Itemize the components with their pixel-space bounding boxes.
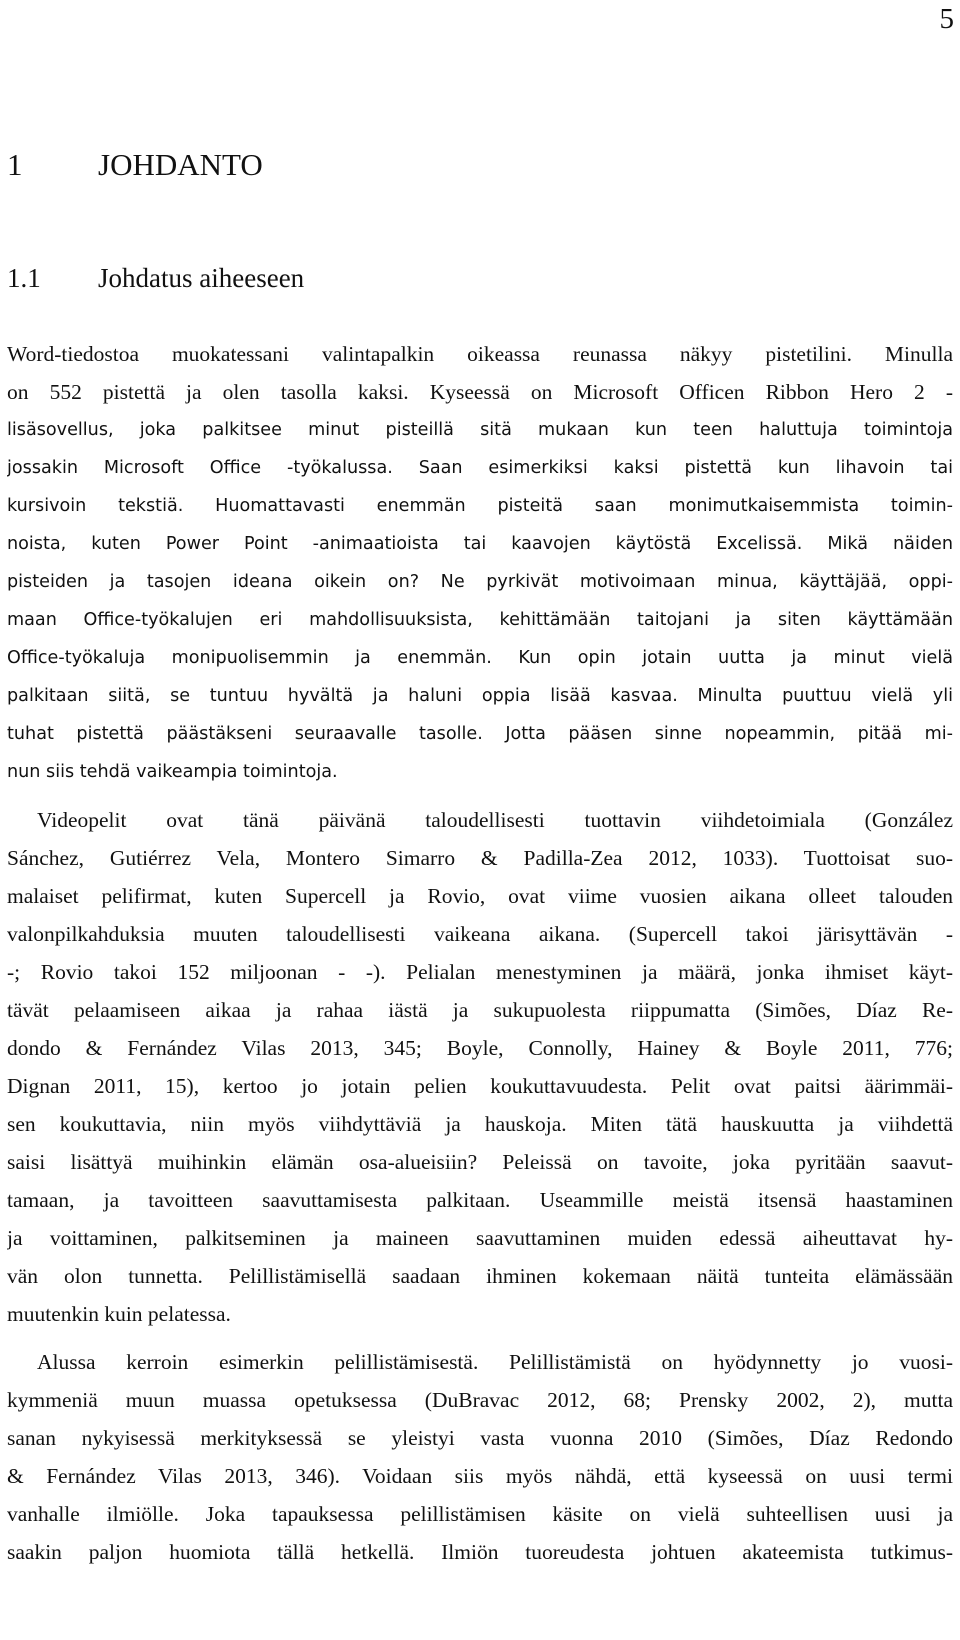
text-line: vanhalle ilmiölle. Joka tapauksessa pelillistämisen käsite on vielä suhteellisen uusi ja [7, 1502, 953, 1526]
text-line: kymmeniä muun muassa opetuksessa (DuBravac 2012, 68; Prensky 2002, 2), mutta [7, 1388, 953, 1412]
paragraph-gap [7, 1333, 953, 1343]
text-line: -; Rovio takoi 152 miljoonan - -). Pelialan menestyminen ja määrä, jonka ihmiset käyt- [7, 960, 953, 984]
paragraph [7, 801, 953, 1333]
chapter-number: 1 [7, 147, 23, 182]
text-line: sen koukuttavia, niin myös viihdyttäviä ja hauskoja. Miten tätä hauskuutta ja viihdettä [7, 1112, 953, 1136]
text-line: jossakin Microsoft Office -työkalussa. Saan esimerkiksi kaksi pistettä kun lihavoin tai [7, 458, 953, 478]
text-line: saisi lisättyä muihinkin elämän osa-alueisiin? Peleissä on tavoite, joka pyritään saavut- [7, 1150, 953, 1174]
text-line: lisäsovellus, joka palkitsee minut pisteillä sitä mukaan kun teen haluttuja toimintoja [7, 420, 953, 440]
page-number: 5 [939, 3, 954, 35]
text-line: valonpilkahduksia muuten taloudellisesti vaikeana aikana. (Supercell takoi järisyttävän - [7, 922, 953, 946]
text-line: Alussa kerroin esimerkin pelillistämisestä. Pelillistämistä on hyödynnetty jo vuosi- [37, 1350, 953, 1374]
section-heading [7, 259, 304, 297]
text-line: pisteiden ja tasojen ideana oikein on? Ne pyrkivät motivoimaan minua, käyttäjää, oppi- [7, 572, 953, 592]
text-line: dondo & Fernández Vilas 2013, 345; Boyle, Connolly, Hainey & Boyle 2011, 776; [7, 1036, 953, 1060]
text-line: Dignan 2011, 15), kertoo jo jotain pelien koukuttavuudesta. Pelit ovat paitsi äärimmäi- [7, 1074, 953, 1098]
text-line: saakin paljon huomiota tällä hetkellä. Ilmiön tuoreudesta johtuen akateemista tutkimus- [7, 1540, 953, 1564]
text-line: Office-työkaluja monipuolisemmin ja enemmän. Kun opin jotain uutta ja minut vielä [7, 648, 953, 668]
paragraph [7, 335, 953, 791]
text-line: tuhat pistettä päästäkseni seuraavalle tasolle. Jotta pääsen sinne nopeammin, pitää mi- [7, 724, 953, 744]
text-line: Videopelit ovat tänä päivänä taloudellisesti tuottavin viihdetoimiala (González [37, 808, 953, 832]
text-line: kursivoin tekstiä. Huomattavasti enemmän pisteitä saan monimutkaisemmista toimin- [7, 496, 953, 516]
text-line: noista, kuten Power Point -animaatioista tai kaavojen käytöstä Excelissä. Mikä näiden [7, 534, 953, 554]
paragraph [7, 1343, 953, 1571]
text-line: sanan nykyisessä merkityksessä se yleistyi vasta vuonna 2010 (Simões, Díaz Redondo [7, 1426, 953, 1450]
text-line: vän olon tunnetta. Pelillistämisellä saadaan ihminen kokemaan näitä tunteita elämässään [7, 1264, 953, 1288]
text-line: tävät pelaamiseen aikaa ja rahaa iästä ja sukupuolesta riippumatta (Simões, Díaz Re- [7, 998, 953, 1022]
text-line: palkitaan siitä, se tuntuu hyvältä ja haluni oppia lisää kasvaa. Minulta puuttuu vielä yli [7, 686, 953, 706]
text-line: tamaan, ja tavoitteen saavuttamisesta palkitaan. Useammille meistä itsensä haastaminen [7, 1188, 953, 1212]
text-line: & Fernández Vilas 2013, 346). Voidaan siis myös nähdä, että kyseessä on uusi termi [7, 1464, 953, 1488]
text-line: on 552 pistettä ja olen tasolla kaksi. Kyseessä on Microsoft Officen Ribbon Hero 2 - [7, 380, 953, 404]
section-number: 1.1 [7, 263, 41, 293]
text-line: Word-tiedostoa muokatessani valintapalkin oikeassa reunassa näkyy pistetilini. Minulla [7, 342, 953, 366]
paragraph-gap [7, 791, 953, 801]
chapter-heading [7, 145, 263, 185]
text-line: malaiset pelifirmat, kuten Supercell ja Rovio, ovat viime vuosien aikana olleet talouden [7, 884, 953, 908]
text-line: nun siis tehdä vaikeampia toimintoja. [7, 762, 338, 782]
text-line: ja voittaminen, palkitseminen ja maineen saavuttaminen muiden edessä aiheuttavat hy- [7, 1226, 953, 1250]
chapter-title: JOHDANTO [98, 147, 263, 182]
text-line: muutenkin kuin pelatessa. [7, 1302, 231, 1326]
section-title: Johdatus aiheeseen [98, 263, 305, 293]
body-text [7, 335, 953, 1571]
text-line: maan Office-työkalujen eri mahdollisuuksista, kehittämään taitojani ja siten käyttämään [7, 610, 953, 630]
text-line: Sánchez, Gutiérrez Vela, Montero Simarro & Padilla-Zea 2012, 1033). Tuottoisat suo- [7, 846, 953, 870]
